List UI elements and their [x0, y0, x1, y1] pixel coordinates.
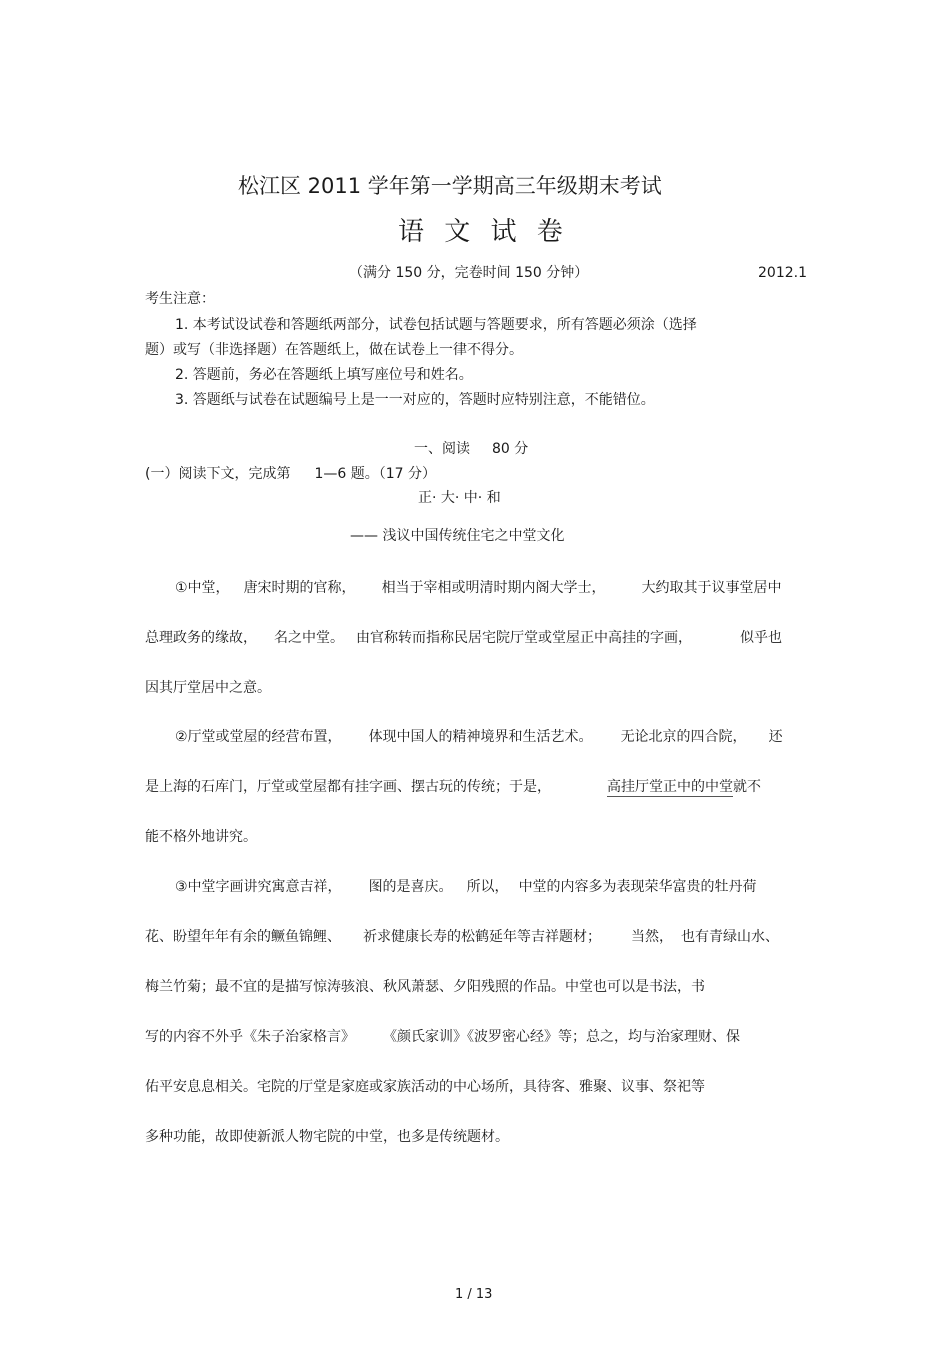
paragraph-3-line-5: 佑平安息息相关。宅院的厅堂是家庭或家族活动的中心场所，具待客、雅聚、议事、祭祀等: [145, 1079, 705, 1095]
text-span: 由官称转而指称民居宅院厅堂或堂屋正中高挂的字画，: [356, 630, 692, 646]
underlined-phrase: 高挂厅堂正中的中堂: [607, 779, 733, 795]
text-span: 祈求健康长寿的松鹤延年等吉祥题材；: [363, 929, 601, 945]
paragraph-2-line-3: 能不格外地讲究。: [145, 829, 257, 845]
paragraph-2-line-1: [175, 728, 783, 746]
text-span: 就不: [733, 779, 761, 795]
text-span: 唐宋时期的官称，: [243, 580, 356, 596]
paragraph-3-line-2: [145, 928, 779, 946]
text-span: 中堂的内容多为表现荣华富贵的牡丹荷: [518, 879, 757, 895]
paragraph-3-line-4: [145, 1028, 740, 1046]
text-span: 写的内容不外乎《朱子治家格言》: [145, 1029, 355, 1045]
paper-subtitle: 语 文 试 卷: [398, 217, 569, 247]
notice-item-3: 3. 答题纸与试卷在试题编号上是一一对应的，答题时应特别注意，不能错位。: [175, 392, 655, 408]
text-span: 是上海的石库门，厅堂或堂屋都有挂字画、摆古玩的传统；于是，: [145, 779, 551, 795]
text-span: ②厅堂或堂屋的经营布置，: [175, 729, 342, 745]
text-span: ③中堂字画讲究寓意吉祥，: [175, 879, 342, 895]
question-instruction-a: (一）阅读下文，完成第: [145, 466, 291, 482]
exam-info: （满分 150 分，完卷时间 150 分钟）: [349, 265, 589, 281]
text-span: 图的是喜庆。: [368, 879, 453, 895]
text-span: 所以，: [466, 879, 509, 895]
notice-heading: 考生注意：: [145, 291, 215, 307]
text-span: 无论北京的四合院，: [620, 729, 747, 745]
notice-item-1-line-2: 题）或写（非选择题）在答题纸上，做在试卷上一律不得分。: [145, 342, 523, 358]
paragraph-2-line-2: [145, 778, 761, 796]
page-number: 1 / 13: [455, 1287, 493, 1302]
text-span: 名之中堂。: [274, 630, 344, 646]
text-span: 总理政务的缘故，: [145, 630, 257, 646]
article-subtitle: —— 浅议中国传统住宅之中堂文化: [350, 528, 565, 544]
text-span: 似乎也: [740, 630, 782, 646]
text-span: 当然，: [631, 929, 673, 945]
text-span: ①中堂，: [175, 580, 230, 596]
text-span: 还: [768, 729, 783, 745]
paragraph-1-line-3: 因其厅堂居中之意。: [145, 680, 271, 696]
section-title: [414, 440, 528, 458]
text-span: 大约取其于议事堂居中: [641, 580, 782, 596]
text-span: 花、盼望年年有余的鳜鱼锦鲤、: [145, 929, 341, 945]
exam-date: 2012.1: [758, 265, 807, 281]
text-span: 《颜氏家训》《波罗密心经》等；总之，均与治家理财、保: [383, 1029, 740, 1045]
section-title-label: 一、阅读: [414, 441, 470, 457]
question-instruction-b: 1—6 题。（17 分）: [314, 466, 436, 482]
paragraph-3-line-6: 多种功能，故即使新派人物宅院的中堂，也多是传统题材。: [145, 1129, 509, 1145]
paragraph-3-line-3: 梅兰竹菊；最不宜的是描写惊涛骇浪、秋风萧瑟、夕阳残照的作品。中堂也可以是书法，书: [145, 979, 705, 995]
notice-item-1-line-1: 1. 本考试设试卷和答题纸两部分，试卷包括试题与答题要求，所有答题必须涂（选择: [175, 317, 697, 333]
paragraph-1-line-1: [175, 579, 782, 597]
text-span: 也有青绿山水、: [681, 929, 779, 945]
paragraph-1-line-2: [145, 629, 782, 647]
paragraph-3-line-1: [175, 878, 757, 896]
exam-title: 松江区 2011 学年第一学期高三年级期末考试: [238, 174, 662, 198]
text-span: 体现中国人的精神境界和生活艺术。: [368, 729, 593, 745]
question-instruction: [145, 465, 436, 483]
article-title: 正· 大· 中· 和: [418, 490, 501, 506]
section-title-score: 80 分: [492, 441, 529, 457]
notice-item-2: 2. 答题前，务必在答题纸上填写座位号和姓名。: [175, 367, 473, 383]
text-span: 相当于宰相或明清时期内阁大学士，: [381, 580, 606, 596]
